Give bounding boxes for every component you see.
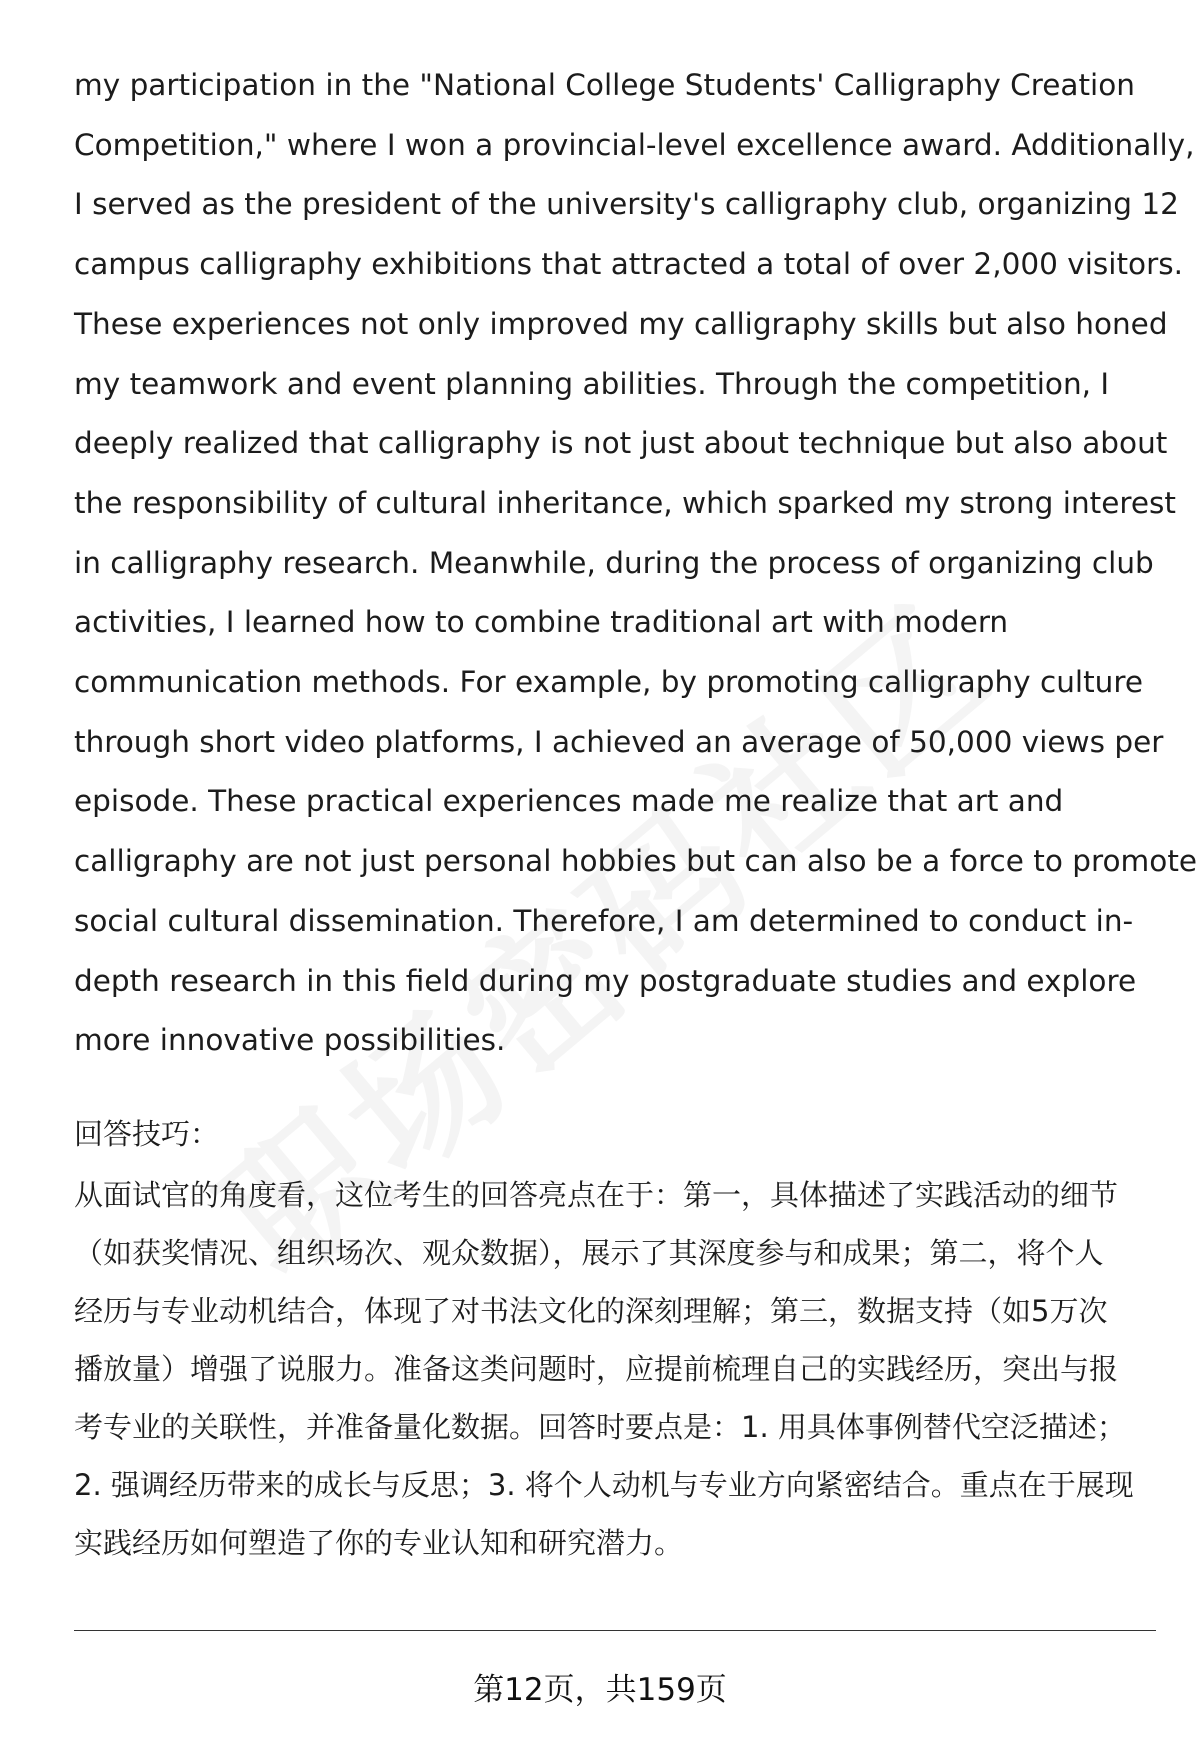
answer-line: deeply realized that calligraphy is not just about technique but also about bbox=[74, 426, 1168, 461]
answer-line: activities, I learned how to combine traditional art with modern bbox=[74, 605, 1009, 640]
answer-line: These experiences not only improved my calligraphy skills but also honed bbox=[74, 306, 1168, 341]
answer-line: I served as the president of the university's calligraphy club, organizing 12 bbox=[74, 187, 1179, 222]
tips-paragraph bbox=[74, 1166, 1164, 1572]
answer-line: social cultural dissemination. Therefore, I am determined to conduct in- bbox=[74, 903, 1134, 938]
answer-line: in calligraphy research. Meanwhile, during the process of organizing club bbox=[74, 545, 1154, 580]
answer-line: my participation in the "National College Students' Calligraphy Creation bbox=[74, 68, 1135, 102]
footer-divider bbox=[74, 1630, 1156, 1631]
tips-line: 从面试官的角度看，这位考生的回答亮点在于：第一，具体描述了实践活动的细节 bbox=[74, 1178, 1119, 1212]
answer-line: calligraphy are not just personal hobbies but can also be a force to promote bbox=[74, 844, 1198, 879]
answer-line: Competition," where I won a provincial-level excellence award. Additionally, bbox=[74, 127, 1195, 162]
answer-paragraph bbox=[74, 56, 1198, 1071]
tips-line: 实践经历如何塑造了你的专业认知和研究潜力。 bbox=[74, 1526, 684, 1560]
answer-line: episode. These practical experiences made me realize that art and bbox=[74, 784, 1064, 819]
tips-line: 播放量）增强了说服力。准备这类问题时，应提前梳理自己的实践经历，突出与报 bbox=[74, 1352, 1119, 1386]
page-number: 第12页，共159页 bbox=[473, 1672, 727, 1708]
answer-line: campus calligraphy exhibitions that attracted a total of over 2,000 visitors. bbox=[74, 247, 1183, 282]
tips-line: 经历与专业动机结合，体现了对书法文化的深刻理解；第三，数据支持（如5万次 bbox=[74, 1294, 1108, 1328]
tips-line: 2. 强调经历带来的成长与反思；3. 将个人动机与专业方向紧密结合。重点在于展现 bbox=[74, 1468, 1134, 1502]
answer-line: the responsibility of cultural inheritance, which sparked my strong interest bbox=[74, 485, 1176, 520]
tips-line: 考专业的关联性，并准备量化数据。回答时要点是：1. 用具体事例替代空泛描述； bbox=[74, 1410, 1126, 1444]
answer-line: communication methods. For example, by promoting calligraphy culture bbox=[74, 665, 1144, 700]
answer-line: through short video platforms, I achieved an average of 50,000 views per bbox=[74, 724, 1164, 759]
answer-line: more innovative possibilities. bbox=[74, 1023, 506, 1058]
answer-line: depth research in this field during my postgraduate studies and explore bbox=[74, 963, 1137, 998]
tips-line: （如获奖情况、组织场次、观众数据），展示了其深度参与和成果；第二，将个人 bbox=[74, 1236, 1104, 1270]
answer-line: my teamwork and event planning abilities. Through the competition, I bbox=[74, 366, 1110, 401]
tips-heading: 回答技巧： bbox=[74, 1117, 220, 1151]
